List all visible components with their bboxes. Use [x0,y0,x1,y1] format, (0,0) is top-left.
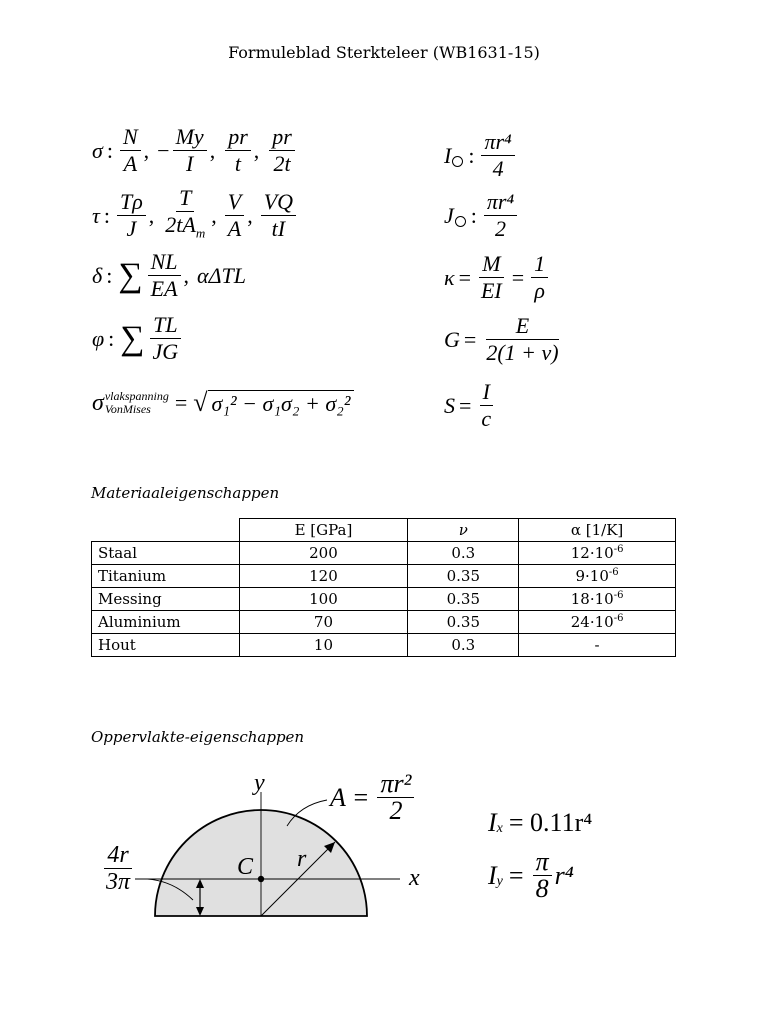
fraction: $\frac{pr}{t}$ [225,125,251,176]
material-name: Staal [92,542,240,565]
poisson-ratio: 0.35 [408,611,519,634]
table-row [92,634,676,657]
thermal-expansion: $12\cdot 10^{-6}$ [519,542,676,565]
header-cell: E [GPa] [239,519,408,542]
y-axis-label: y [254,770,265,796]
youngs-modulus: 120 [239,565,408,588]
von-mises-formula [92,388,354,418]
youngs-modulus: 100 [239,588,408,611]
section-modulus-formula [444,380,497,431]
fraction: $\frac{\pi}{8}$ [533,850,552,901]
material-name: Aluminium [92,611,240,634]
Iy-symbol: I [488,860,497,890]
poisson-ratio: 0.35 [408,588,519,611]
kappa-symbol: κ [444,264,455,290]
poisson-ratio: 0.35 [408,565,519,588]
fraction: $\frac{1}{\rho}$ [531,252,548,303]
table-row [92,565,676,588]
equals-sign: = [463,326,477,352]
centroid-point [258,876,264,882]
minus-sign: − [157,137,170,163]
thermal-expansion: - [519,634,676,657]
fraction: $\frac{\text{πr²}}{2}$ [377,772,414,823]
poisson-ratio: 0.3 [408,542,519,565]
S-symbol: S [444,392,455,418]
polar-moment-J [444,190,520,241]
table-row [92,611,676,634]
fraction: $\frac{E}{2(1 + \nu)}$ [486,313,559,365]
polar-moment-I [444,130,518,181]
J-symbol: J [444,202,454,228]
header-cell [92,519,240,542]
material-name: Hout [92,634,240,657]
colon: : [106,262,113,288]
sigma-formula: σ : $\frac{N}{A}$ , − $\frac{My}{I}$ , $\frac{pr}{t}$ , $\frac{pr}{2t}$ [92,125,298,176]
sigma-symbol: σ [92,389,104,416]
header-cell: α [1/K] [519,519,676,542]
centroid-distance [100,843,136,894]
Ix-subscript: x [496,821,503,836]
x-axis-label: x [409,865,420,891]
circle-icon [455,216,466,227]
page-title: Formuleblad Sterkteleer (WB1631-15) [228,43,540,62]
fraction: $\frac{My}{I}$ [173,125,207,176]
fraction: $\frac{NL}{EA}$ [148,250,181,301]
Iy-subscript: y [496,873,503,889]
Iy-formula [488,847,574,903]
sum-symbol: ∑ [118,256,143,294]
fraction: $\frac{T}{2tA_m}$ [165,185,206,241]
Iy-tail: r⁴ [554,860,574,890]
fraction: $\frac{pr}{2t}$ [269,125,295,176]
equals-sign: = [458,264,471,290]
thermal-expansion: $9\cdot 10^{-6}$ [519,565,676,588]
material-name: Messing [92,588,240,611]
fraction: $\frac{V}{A}$ [225,190,244,241]
sigma-symbol: σ [92,137,103,163]
colon: : [468,142,475,168]
fraction: $\frac{VQ}{tI}$ [261,190,296,241]
youngs-modulus: 70 [239,611,408,634]
colon: : [103,202,110,228]
radius-label: r [297,846,307,872]
fraction: $\frac{I}{c}$ [481,379,492,431]
equals-sign: = [511,264,525,290]
colon: : [106,137,113,163]
Ix-formula [488,808,592,838]
table-row [92,588,676,611]
sqrt-symbol: √ [193,388,208,417]
fraction: $\frac{4r}{3\pi}$ [106,842,131,895]
von-mises-labels: vlakspanning VonMises [104,389,169,416]
circle-icon [452,156,463,167]
colon: : [108,325,115,351]
thermal-expansion: $18\cdot 10^{-6}$ [519,588,676,611]
area-formula [330,769,417,825]
equals-sign: = [174,390,188,415]
materials-table [91,518,676,657]
fraction: $\frac{T\rho}{J}$ [117,190,146,241]
thermal-term: αΔTL [197,262,246,288]
header-cell: ν [408,519,519,542]
tau-formula: τ : $\frac{T\rho}{J}$ , $\frac{T}{2tA_m}$ , $\frac{V}{A}$ , $\frac{VQ}{tI}$ [92,186,299,245]
materials-heading: Materiaaleigenschappen [91,484,280,502]
material-name: Titanium [92,565,240,588]
area-lhs: A = [330,782,370,812]
youngs-modulus: 10 [239,634,408,657]
equals-sign: = [508,860,524,890]
fraction: $\frac{N}{A}$ [120,125,141,176]
phi-symbol: φ [92,325,105,351]
shear-modulus-formula [444,314,565,365]
table-header-row [92,519,676,542]
youngs-modulus: 200 [239,542,408,565]
fraction: $\frac{\text{πr⁴}}{2}$ [484,190,517,241]
equals-sign: = [459,392,472,418]
curvature-formula [444,252,551,303]
sum-symbol: ∑ [120,319,145,357]
Ix-symbol: I [488,808,497,837]
surface-heading: Oppervlakte-eigenschappen [91,728,305,746]
Ix-value: = 0.11r⁴ [508,808,593,837]
delta-formula: δ : ∑ $\frac{NL}{EA}$ , αΔTL [92,249,246,301]
centroid-label: C [237,854,254,880]
poisson-ratio: 0.3 [408,634,519,657]
delta-symbol: δ [92,262,103,288]
tau-symbol: τ [92,202,100,228]
fraction: $\frac{TL}{JG}$ [150,313,182,364]
sqrt-argument: σ₁² − σ₁σ₂ + σ₂² [208,390,355,417]
colon: : [470,202,477,228]
thermal-expansion: $24\cdot 10^{-6}$ [519,611,676,634]
I-symbol: I [444,142,452,168]
phi-formula [92,313,184,364]
table-row [92,542,676,565]
fraction: $\frac{\text{πr⁴}}{4}$ [481,130,514,181]
G-symbol: G [444,326,460,352]
fraction: $\frac{M}{EI}$ [480,251,502,303]
